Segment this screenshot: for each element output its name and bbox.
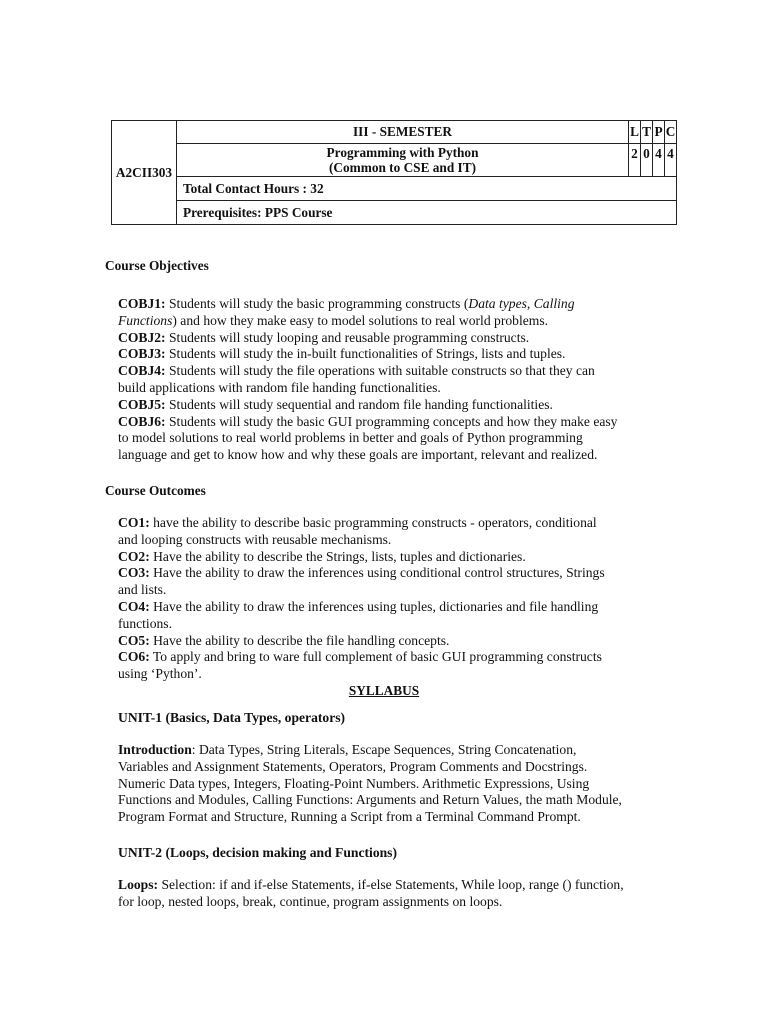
syllabus-heading: SYLLABUS	[348, 683, 420, 698]
ltpc-label-p: P	[653, 121, 665, 144]
course-title: Programming with Python	[326, 145, 479, 160]
list-item: COBJ2: Students will study looping and reusable programming constructs.	[118, 329, 530, 345]
ltpc-label-c: C	[665, 121, 677, 144]
course-code: A2CII303	[112, 121, 177, 225]
list-item: CO2: Have the ability to describe the Strings, lists, tuples and dictionaries.	[118, 548, 526, 564]
list-item: CO1: have the ability to describe basic programming constructs - operators, conditional	[118, 515, 597, 530]
semester-label: III - SEMESTER	[177, 121, 629, 144]
unit2-title: UNIT-2 (Loops, decision making and Functions)	[118, 845, 397, 860]
list-item: COBJ6: Students will study the basic GUI programming concepts and how they make easy	[118, 413, 618, 429]
prerequisites: Prerequisites: PPS Course	[177, 201, 677, 225]
list-item: COBJ1: Students will study the basic programming constructs (Data types, Calling	[118, 296, 575, 311]
ltpc-label-l: L	[629, 121, 641, 144]
unit1-body: Introduction: Data Types, String Literals, Escape Sequences, String Concatenation, Variables and Assignment Statements, Operators, Program Comments and Docstrings. Numeric Data types, Integers, Floating-Point Numbers. Arithmetic Expressions, Using Functions and Modules, Calling Functions: Arguments and Return Values, the math Module, Program Format and Structure, Running a Script from a Terminal Command Prompt.	[118, 742, 622, 825]
outcomes-list: CO1: have the ability to describe basic programming constructs - operators, conditional and looping constructs with reusable mechanisms. CO2: Have the ability to describe the Strings, lists, tuples and dictionaries. CO3: Have the ability to draw the inferences using conditional control structures, Strings and lists. CO4: Have the ability to draw the inferences using tuples, dictionaries and file handling functions. CO5: Have the ability to describe the file handling concepts. CO6: To apply and bring to ware full complement of basic GUI programming constructs using ‘Python’.	[118, 515, 653, 683]
list-item: COBJ5: Students will study sequential and random file handing functionalities.	[118, 396, 553, 412]
course-header-table	[111, 120, 677, 225]
unit1-title: UNIT-1 (Basics, Data Types, operators)	[118, 710, 346, 725]
list-item: CO3: Have the ability to draw the inferences using conditional control structures, Strings	[118, 565, 605, 581]
unit2-body: Loops: Selection: if and if-else Statements, if-else Statements, While loop, range () function, for loop, nested loops, break, continue, program assignments on loops.	[118, 877, 624, 909]
course-subtitle: (Common to CSE and IT)	[328, 160, 477, 175]
objectives-heading: Course Objectives	[105, 258, 209, 273]
contact-hours: Total Contact Hours : 32	[177, 177, 677, 201]
list-item: CO4: Have the ability to draw the inferences using tuples, dictionaries and file handling	[118, 598, 599, 614]
course-title-cell	[177, 144, 629, 177]
ltpc-value-l: 2	[629, 144, 641, 177]
ltpc-label-t: T	[641, 121, 653, 144]
outcomes-heading: Course Outcomes	[105, 483, 206, 498]
ltpc-value-t: 0	[641, 144, 653, 177]
list-item: COBJ3: Students will study the in-built functionalities of Strings, lists and tuples.	[118, 346, 566, 362]
ltpc-value-p: 4	[653, 144, 665, 177]
objectives-list: COBJ1: Students will study the basic programming constructs (Data types, Calling Functions) and how they make easy to model solutions to real world problems. COBJ2: Students will study looping and reusable programming constructs. COBJ3: Students will study the in-built functionalities of Strings, lists and tuples. COBJ4: Students will study the file operations with suitable constructs so that they can build applications with random file handing functionalities. COBJ5: Students will study sequential and random file handing functionalities. COBJ6: Students will study the basic GUI programming concepts and how they make easy to model solutions to real world problems in better and goals of Python programming language and get to know how and why these goals are important, relevant and realized.	[118, 296, 653, 464]
list-item: CO6: To apply and bring to ware full complement of basic GUI programming constructs	[118, 649, 602, 665]
list-item: CO5: Have the ability to describe the file handling concepts.	[118, 632, 450, 648]
ltpc-value-c: 4	[665, 144, 677, 177]
list-item: COBJ4: Students will study the file operations with suitable constructs so that they can	[118, 363, 595, 379]
